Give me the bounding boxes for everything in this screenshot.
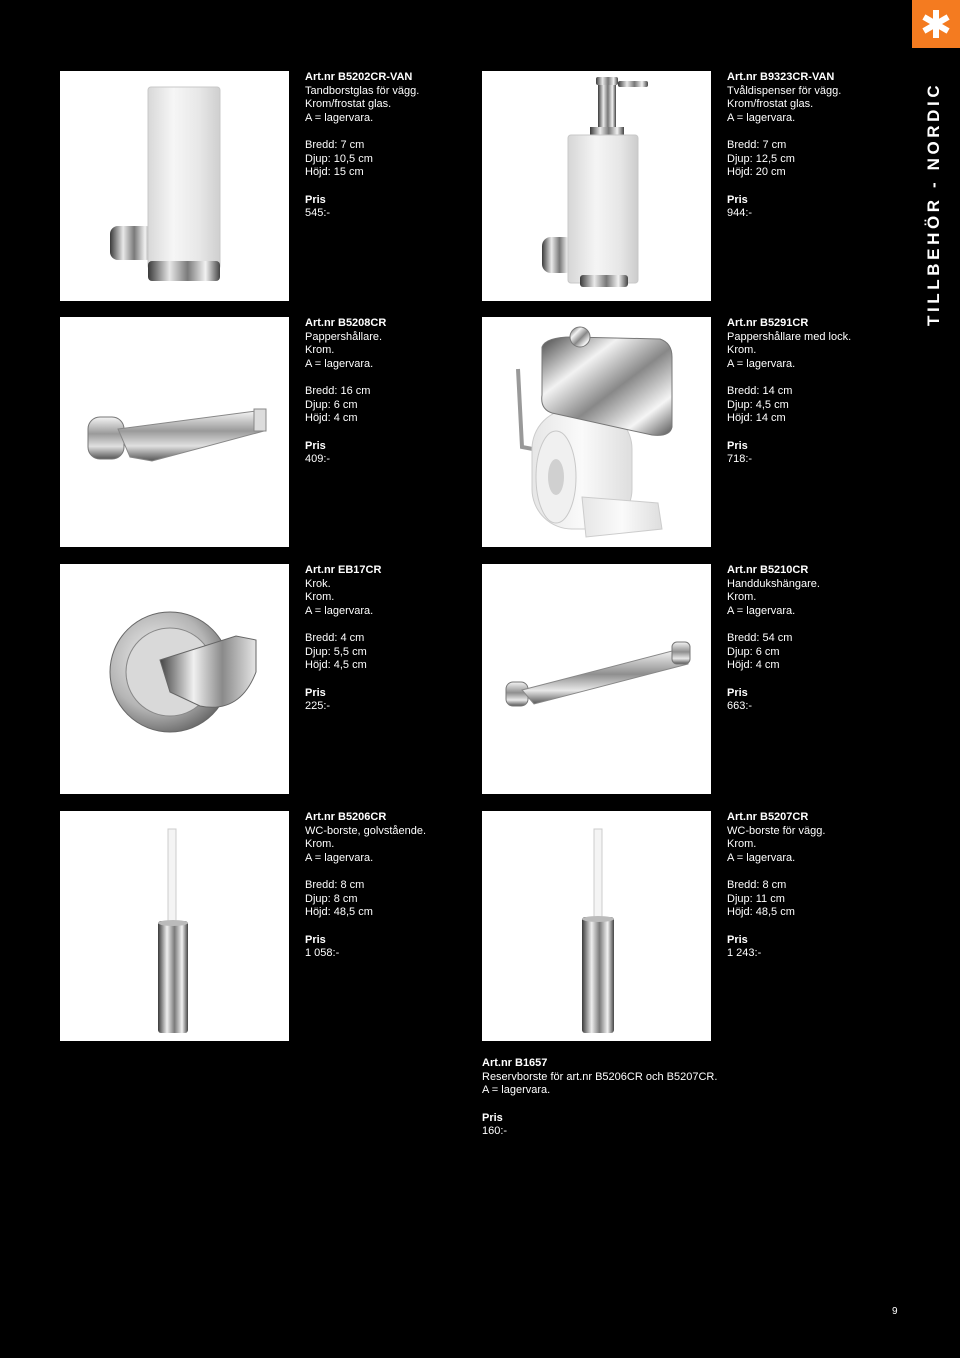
product-desc: A = lagervara. [727,357,796,370]
product-desc: Krom. [305,344,335,356]
product-dim: Höjd: 4 cm [305,412,358,424]
product-desc: Pappershållare. [305,330,383,343]
side-title: TILLBEHÖR - NORDIC [924,81,943,326]
product-info-b5207cr [727,811,825,961]
price-value: 1 243:- [727,947,762,959]
product-art-number: Art.nr B5206CR [305,811,387,823]
brand-corner-badge [912,0,960,48]
product-image-paper-holder [60,317,289,547]
product-info-b5210cr [727,564,820,714]
product-dim: Bredd: 14 cm [727,385,793,397]
product-art-number: Art.nr B1657 [482,1057,548,1069]
product-art-number: Art.nr B5208CR [305,317,387,329]
product-info-b5206cr [305,811,426,961]
price-label: Pris [305,439,326,452]
price-label: Pris [727,933,748,946]
price-value: 160:- [482,1125,508,1137]
product-desc: Krom/frostat glas. [727,98,814,110]
price-value: 663:- [727,700,753,712]
product-desc: WC-borste för vägg. [727,824,826,837]
product-desc: Reservborste för art.nr B5206CR och B5207CR. [482,1070,718,1083]
product-dim: Djup: 8 cm [305,892,358,905]
product-dim: Bredd: 7 cm [305,139,365,151]
product-dim: Höjd: 14 cm [727,412,786,424]
product-image-soap-dispenser [482,71,711,301]
product-desc: Handdukshängare. [727,577,820,590]
product-desc: Krom. [305,591,335,603]
product-info-b9323cr [727,71,841,221]
price-label: Pris [305,933,326,946]
price-label: Pris [482,1111,503,1124]
price-value: 545:- [305,207,331,219]
product-desc: Krok. [305,577,331,590]
product-dim: Djup: 11 cm [727,892,785,905]
product-dim: Djup: 4,5 cm [727,398,789,411]
product-dim: Bredd: 8 cm [727,879,787,891]
product-image-hook [60,564,289,794]
product-dim: Bredd: 16 cm [305,385,371,397]
price-label: Pris [727,193,748,206]
product-desc: Tvåldispenser för vägg. [727,84,842,97]
product-image-toothbrush-glass [60,71,289,301]
product-desc: Krom. [727,591,757,603]
product-dim: Höjd: 48,5 cm [305,906,373,918]
price-label: Pris [727,686,748,699]
page-number: 9 [892,1306,898,1317]
product-image-paper-holder-with-lid [482,317,711,547]
product-dim: Höjd: 4 cm [727,659,780,671]
product-desc: Krom. [727,838,757,850]
price-value: 1 058:- [305,947,340,959]
price-label: Pris [305,193,326,206]
product-desc: Krom/frostat glas. [305,98,392,110]
product-art-number: Art.nr B5210CR [727,564,809,576]
price-value: 409:- [305,453,331,465]
product-info-b1657 [482,1057,717,1139]
product-art-number: Art.nr B5291CR [727,317,809,329]
product-dim: Bredd: 54 cm [727,632,793,644]
product-desc: A = lagervara. [305,851,374,864]
product-desc: A = lagervara. [305,111,374,124]
product-dim: Höjd: 48,5 cm [727,906,795,918]
product-art-number: Art.nr B5207CR [727,811,809,823]
product-dim: Djup: 5,5 cm [305,645,367,658]
product-dim: Höjd: 20 cm [727,166,786,178]
product-dim: Höjd: 15 cm [305,166,364,178]
product-dim: Djup: 12,5 cm [727,152,795,165]
product-dim: Bredd: 7 cm [727,139,787,151]
product-art-number: Art.nr B5202CR-VAN [305,71,413,83]
price-value: 944:- [727,207,753,219]
product-image-toilet-brush-wall [482,811,711,1041]
product-art-number: Art.nr EB17CR [305,564,382,576]
asterisk-icon [919,7,953,41]
product-info-b5202cr [305,71,419,221]
product-dim: Bredd: 8 cm [305,879,365,891]
product-image-toilet-brush-floor [60,811,289,1041]
product-info-b5291cr [727,317,851,467]
product-desc: Pappershållare med lock. [727,330,852,343]
product-desc: Krom. [305,838,335,850]
product-image-towel-rail [482,564,711,794]
product-art-number: Art.nr B9323CR-VAN [727,71,835,83]
product-desc: A = lagervara. [305,604,374,617]
product-dim: Höjd: 4,5 cm [305,659,367,671]
product-desc: Krom. [727,344,757,356]
price-label: Pris [727,439,748,452]
product-desc: A = lagervara. [305,357,374,370]
price-label: Pris [305,686,326,699]
product-desc: A = lagervara. [482,1084,551,1096]
product-desc: A = lagervara. [727,851,796,864]
product-desc: A = lagervara. [727,111,796,124]
product-dim: Djup: 6 cm [305,398,358,411]
price-value: 225:- [305,700,331,712]
product-dim: Bredd: 4 cm [305,632,365,644]
product-desc: A = lagervara. [727,604,796,617]
product-desc: WC-borste, golvstående. [305,824,427,837]
product-desc: Tandborstglas för vägg. [305,84,420,97]
product-dim: Djup: 10,5 cm [305,152,373,165]
product-info-b5208cr [305,317,386,467]
product-dim: Djup: 6 cm [727,645,780,658]
product-info-eb17cr [305,564,381,714]
price-value: 718:- [727,453,753,465]
